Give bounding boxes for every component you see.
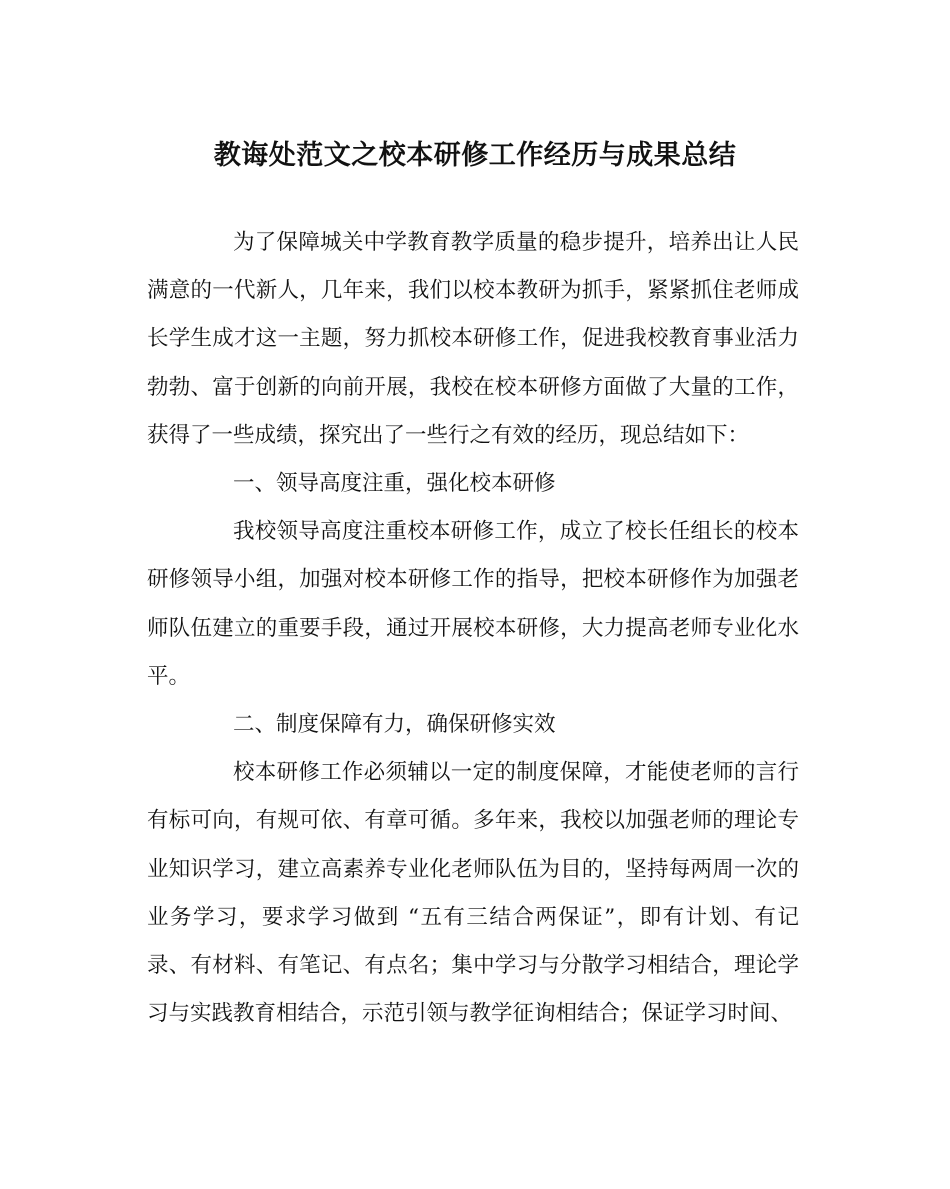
paragraph-section-1: 我校领导高度注重校本研修工作，成立了校长任组长的校本研修领导小组，加强对校本研修工作的指导，把校本研修作为加强老师队伍建立的重要手段，通过开展校本研修，大力提高老师专业化水平。 — [147, 519, 799, 689]
document-body — [147, 219, 799, 1038]
section-heading-2: 二、制度保障有力，确保研修实效 — [233, 712, 556, 738]
paragraph-section-2: 校本研修工作必须辅以一定的制度保障，才能使老师的言行有标可向，有规可依、有章可循。多年来，我校以加强老师的理论专业知识学习，建立高素养专业化老师队伍为目的，坚持每两周一次的业务学习，要求学习做到 “五有三结合两保证”，即有计划、有记录、有材料、有笔记、有点名；集中学习与分散学习相结合，理论学习与实践教育相结合，示范引领与教学征询相结合；保证学习时间、 — [147, 760, 799, 1027]
document-title: 教诲处范文之校本研修工作经历与成果总结 — [213, 140, 737, 171]
paragraph-intro: 为了保障城关中学教育教学质量的稳步提升，培养出让人民满意的一代新人，几年来，我们以校本教研为抓手，紧紧抓住老师成长学生成才这一主题，努力抓校本研修工作，促进我校教育事业活力勃勃、富于创新的向前开展，我校在校本研修方面做了大量的工作，获得了一些成绩，探究出了一些行之有效的经历，现总结如下： — [147, 230, 799, 448]
section-heading-1: 一、领导高度注重，强化校本研修 — [233, 471, 556, 497]
